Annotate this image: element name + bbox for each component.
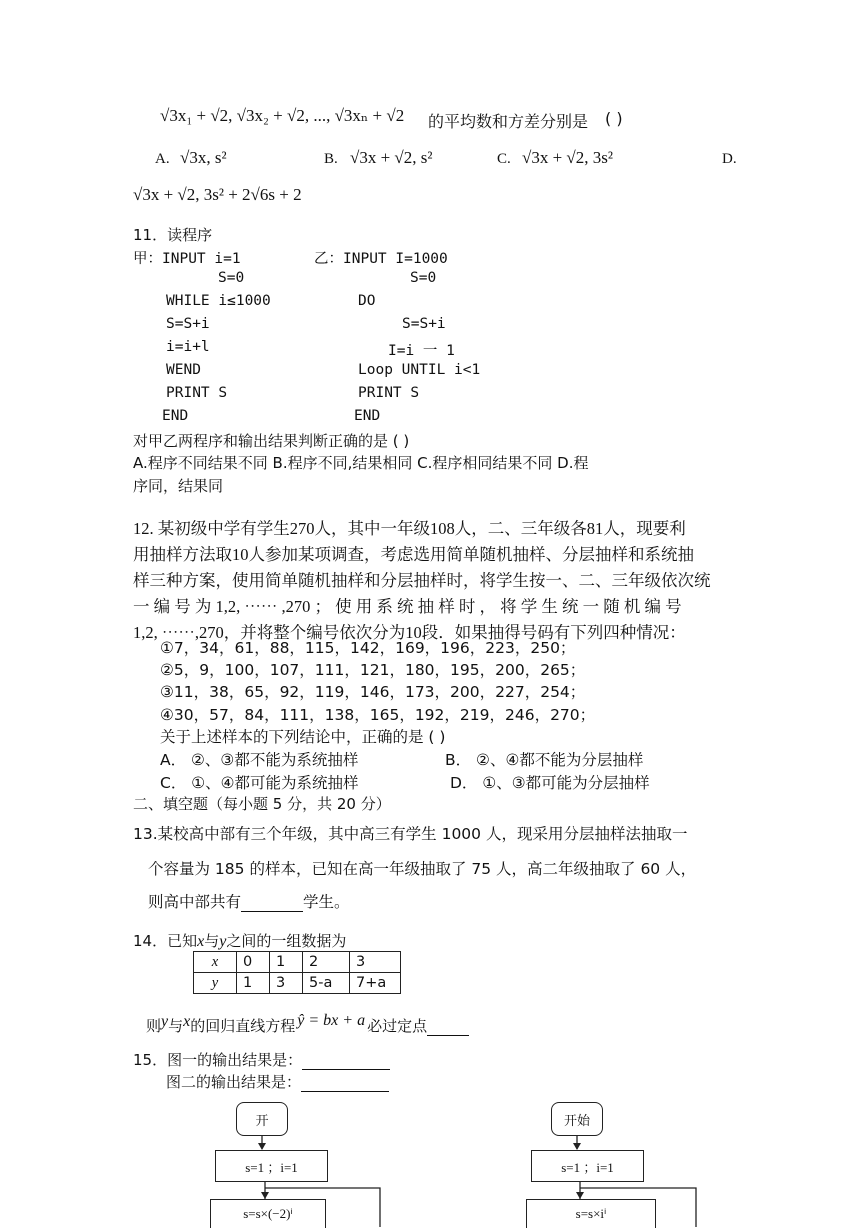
q14-tail-post: 必过定点: [367, 1017, 428, 1035]
flow2-start-node: 开始: [551, 1102, 603, 1136]
q10-option-b: √3x + √2, s²: [350, 148, 433, 167]
flow1-step-node: s=s×(−2)ⁱ: [210, 1199, 326, 1228]
code-line: END: [162, 408, 189, 424]
code-line: S=0: [410, 270, 437, 286]
code-line: Loop UNTIL i<1: [358, 362, 481, 378]
table-cell: 0: [237, 952, 270, 973]
code-line: S=0: [218, 270, 245, 286]
q14-regression-equation: ŷ = bx + a: [297, 1012, 366, 1029]
q10-option-d-label: D.: [722, 151, 737, 167]
code-line: WHILE i≤1000: [166, 293, 271, 309]
q12-option-c: C． ①、④都可能为系统抽样: [160, 774, 359, 792]
q12-stem-line: 1,2, ⋯⋯,270，并将整个编号依次分为10段．如果抽得号码有下列四种情况：: [133, 623, 686, 642]
q14-stem-pre: 14．已知: [133, 932, 198, 950]
table-cell: 3: [350, 952, 401, 973]
q13-line1: 13.某校高中部有三个年级，其中高三有学生 1000 人，现采用分层抽样法抽取一: [133, 825, 688, 843]
q12-sample-2: ②5，9，100，107，111，121，180，195，200，265；: [160, 661, 586, 679]
q12-stem-line: 一 编 号 为 1,2, ⋯⋯ ,270 ； 使 用 系 统 抽 样 时 ， 将 学 生 统 一 随 机 编 号: [133, 597, 682, 616]
table-cell: 1: [237, 973, 270, 994]
table-cell: 5-a: [303, 973, 350, 994]
q12-stem-line: 用抽样方法取10人参加某项调查，考虑选用简单随机抽样、分层抽样和系统抽: [133, 545, 694, 564]
q14-tail-pre: 则: [146, 1017, 162, 1035]
q12-stem-line: 样三种方案，使用简单随机抽样和分层抽样时，将学生按一、二、三年级依次统: [133, 571, 711, 590]
q12-option-b: B． ②、④都不能为分层抽样: [445, 751, 644, 769]
q14-tail-text: 的回归直线方程: [190, 1017, 296, 1035]
q14-tail-var-y: y: [161, 1013, 169, 1030]
section-heading-fill-in: 二、填空题（每小题 5 分，共 20 分）: [133, 795, 391, 813]
q11-yi-input: 乙：INPUT I=1000: [314, 251, 448, 267]
q14-tail-var-x: x: [183, 1013, 191, 1030]
q10-option-a: √3x, s²: [180, 148, 227, 167]
q10-stem-text: 的平均数和方差分别是: [428, 112, 589, 131]
q10-option-b-label: B.: [324, 151, 338, 167]
q13-line2: 个容量为 185 的样本，已知在高一年级抽取了 75 人，高二年级抽取了 60 人，: [148, 860, 697, 878]
code-line: i=i+l: [166, 339, 210, 355]
q14-var-x: x: [197, 933, 205, 950]
q15-line1-text: 15．图一的输出结果是：: [133, 1051, 303, 1069]
q12-question: 关于上述样本的下列结论中，正确的是 ( ): [160, 728, 446, 746]
code-line: S=S+i: [402, 316, 446, 332]
q10-option-d: √3x + √2, 3s² + 2√6s + 2: [133, 185, 302, 204]
table-cell: 7+a: [350, 973, 401, 994]
q12-sample-4: ④30，57，84，111，138，165，192，219，246，270；: [160, 706, 596, 724]
code-line: WEND: [166, 362, 201, 378]
flow1-arrowhead-1: [258, 1143, 266, 1150]
q11-options-line2: 序同，结果同: [133, 477, 224, 495]
q11-question: 对甲乙两程序和输出结果判断正确的是 ( ): [133, 432, 410, 450]
code-line: PRINT S: [166, 385, 228, 401]
code-line: DO: [358, 293, 376, 309]
q10-option-c-label: C.: [497, 151, 511, 167]
flow2-arrowhead-1: [573, 1143, 581, 1150]
q13-line3-post: 学生。: [303, 893, 350, 911]
q12-sample-3: ③11，38，65，92，119，146，173，200，227，254；: [160, 683, 586, 701]
q12-sample-1: ①7，34，61，88，115，142，169，196，223，250；: [160, 639, 576, 657]
table-cell: 1: [270, 952, 303, 973]
q11-title: 11．读程序: [133, 226, 213, 244]
flow2-init-node: s=1 ；i=1: [531, 1150, 644, 1182]
q14-tail-mid: 与: [168, 1017, 184, 1035]
q10-option-c: √3x + √2, 3s²: [522, 148, 613, 167]
q12-option-d: D． ①、③都可能为分层抽样: [450, 774, 650, 792]
q11-options-line1: A.程序不同结果不同 B.程序不同,结果相同 C.程序相同结果不同 D.程: [133, 454, 589, 472]
q14-stem-mid: 与: [204, 932, 220, 950]
q12-option-a: A． ②、③都不能为系统抽样: [160, 751, 359, 769]
table-cell: 2: [303, 952, 350, 973]
q10-stem-math: √3x₁ + √2, √3x₂ + √2, ..., √3xₙ + √2: [160, 106, 405, 125]
flow1-init-node: s=1 ；i=1: [215, 1150, 328, 1182]
code-line: S=S+i: [166, 316, 210, 332]
table-cell: y: [194, 973, 237, 994]
q14-var-y: y: [219, 933, 227, 950]
flow1-arrowhead-2: [261, 1192, 269, 1199]
q10-answer-paren: ( ): [605, 109, 623, 128]
q12-stem-line: 12. 某初级中学有学生270人，其中一年级108人，二、三年级各81人，现要利: [133, 519, 686, 538]
q11-jia-input: 甲：INPUT i=1: [133, 251, 241, 267]
code-line: PRINT S: [358, 385, 420, 401]
q14-stem-post: 之间的一组数据为: [226, 932, 347, 950]
table-cell: x: [194, 952, 237, 973]
table-cell: 3: [270, 973, 303, 994]
flow2-arrowhead-2: [576, 1192, 584, 1199]
code-line: I=i 一 1: [388, 343, 455, 359]
q13-line3-pre: 则高中部共有: [148, 893, 242, 911]
flow1-start-node: 开: [236, 1102, 288, 1136]
flow2-step-node: s=s×iⁱ: [526, 1199, 656, 1228]
code-line: END: [354, 408, 381, 424]
q10-option-a-label: A.: [155, 151, 170, 167]
q15-line2-text: 图二的输出结果是：: [166, 1073, 302, 1091]
